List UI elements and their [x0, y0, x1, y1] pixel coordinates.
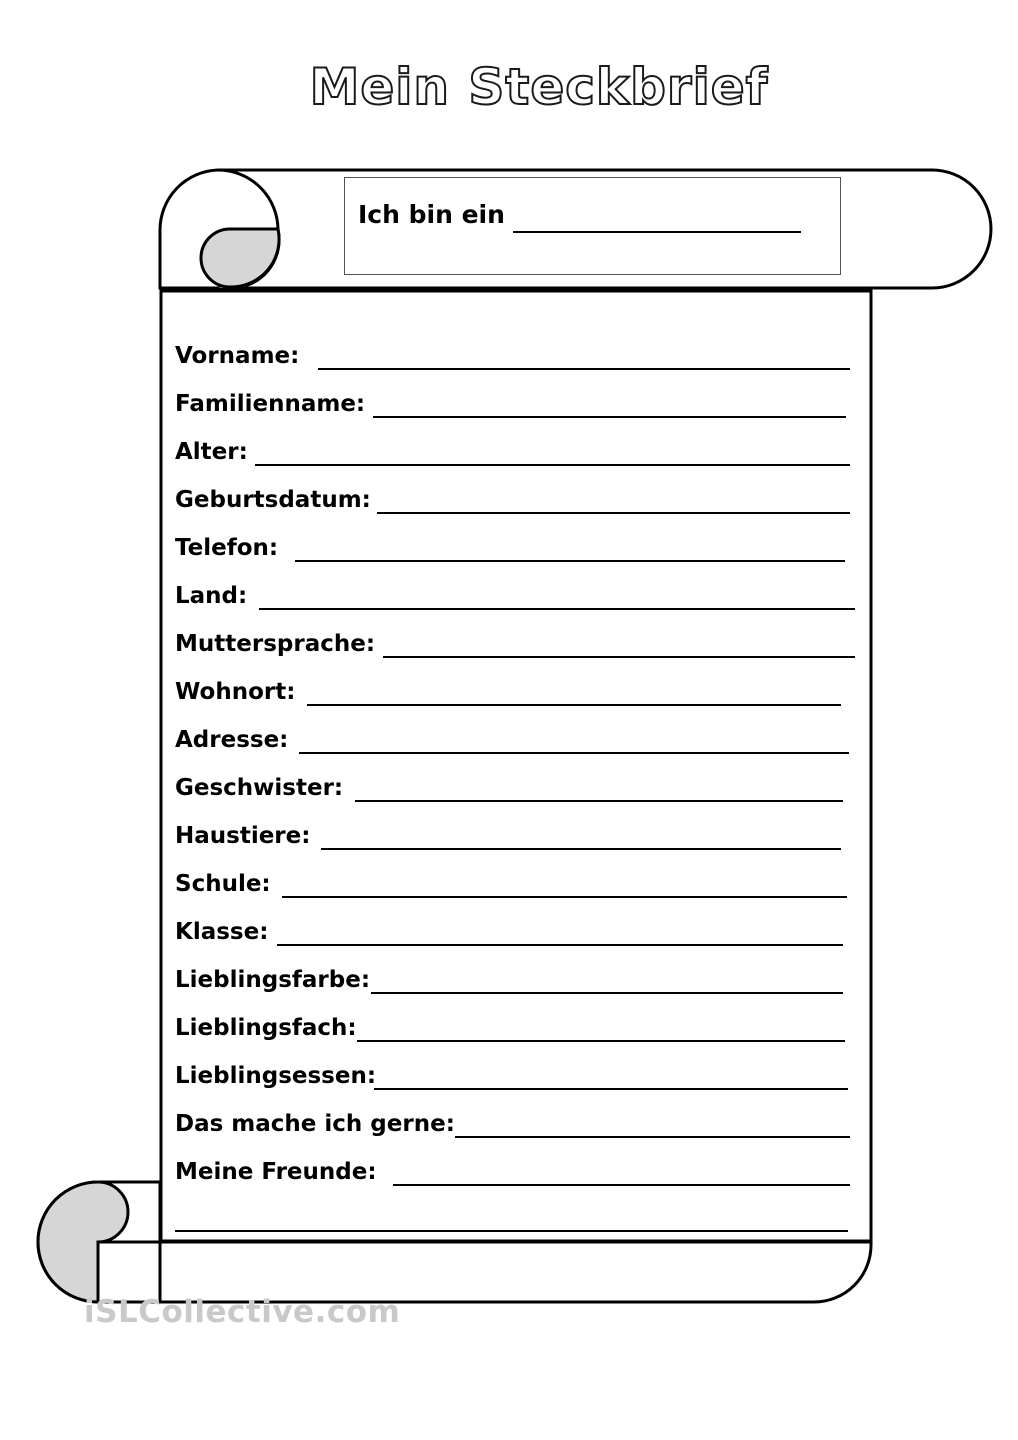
- page-title: Mein Steckbrief: [309, 58, 769, 116]
- watermark: iSLCollective.com: [84, 1294, 401, 1330]
- field-label: Haustiere:: [175, 823, 311, 849]
- field-blank-line[interactable]: [299, 752, 849, 754]
- form-field-row: [175, 773, 875, 813]
- field-label: Geburtsdatum:: [175, 487, 371, 513]
- field-label: Lieblingsessen:: [175, 1063, 377, 1089]
- field-blank-line[interactable]: [255, 464, 850, 466]
- field-label: Wohnort:: [175, 679, 296, 705]
- form-field-row: [175, 389, 875, 429]
- header-label: Ich bin ein: [358, 200, 505, 229]
- field-label: Vorname:: [175, 343, 300, 369]
- field-label: Lieblingsfarbe:: [175, 967, 371, 993]
- header-blank-line[interactable]: [513, 231, 801, 233]
- field-blank-line[interactable]: [371, 992, 843, 994]
- form-field-row: [175, 725, 875, 765]
- form-field-row: [175, 1061, 875, 1101]
- field-blank-line[interactable]: [307, 704, 841, 706]
- field-label: Schule:: [175, 871, 271, 897]
- form-field-row: [175, 1109, 875, 1149]
- field-label: Geschwister:: [175, 775, 344, 801]
- field-blank-line[interactable]: [259, 608, 855, 610]
- field-blank-line[interactable]: [282, 896, 847, 898]
- form-field-row: [175, 341, 875, 381]
- field-label: Alter:: [175, 439, 248, 465]
- field-blank-line[interactable]: [295, 560, 845, 562]
- form-field-row: [175, 1013, 875, 1053]
- field-label: Familienname:: [175, 391, 366, 417]
- form-field-row: [175, 581, 875, 621]
- form-field-row: [175, 869, 875, 909]
- form-field-row: [175, 677, 875, 717]
- field-blank-line[interactable]: [318, 368, 850, 370]
- field-label: Telefon:: [175, 535, 279, 561]
- form-field-row: [175, 533, 875, 573]
- field-blank-line[interactable]: [277, 944, 843, 946]
- form-field-row: [175, 629, 875, 669]
- form-field-row: [175, 917, 875, 957]
- field-label: Das mache ich gerne:: [175, 1111, 455, 1137]
- field-label: Lieblingsfach:: [175, 1015, 357, 1041]
- field-blank-line[interactable]: [383, 656, 855, 658]
- form-field-row: [175, 1157, 875, 1197]
- form-field-row-extra: [175, 1203, 875, 1243]
- field-blank-line[interactable]: [377, 512, 850, 514]
- field-blank-line[interactable]: [373, 416, 846, 418]
- header-box: [344, 177, 841, 275]
- form-field-row: [175, 821, 875, 861]
- field-blank-line[interactable]: [374, 1088, 848, 1090]
- field-label: Muttersprache:: [175, 631, 376, 657]
- field-blank-line[interactable]: [357, 1040, 845, 1042]
- form-field-row: [175, 485, 875, 525]
- field-blank-line[interactable]: [321, 848, 841, 850]
- field-label: Land:: [175, 583, 248, 609]
- field-label: Meine Freunde:: [175, 1159, 377, 1185]
- form-field-row: [175, 965, 875, 1005]
- field-blank-line[interactable]: [393, 1184, 850, 1186]
- field-blank-line[interactable]: [455, 1136, 850, 1138]
- field-blank-line[interactable]: [355, 800, 843, 802]
- field-label: Adresse:: [175, 727, 289, 753]
- form-field-row: [175, 437, 875, 477]
- field-blank-line[interactable]: [175, 1230, 848, 1232]
- field-label: Klasse:: [175, 919, 269, 945]
